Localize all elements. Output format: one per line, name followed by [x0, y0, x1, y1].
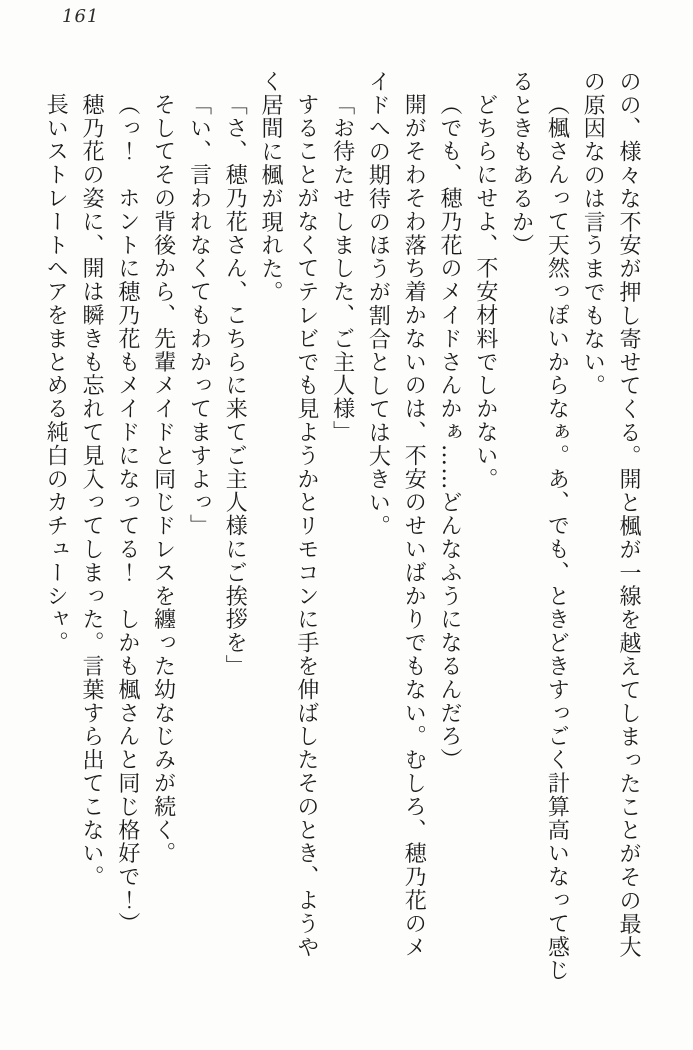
text-column: のの、様々な不安が押し寄せてくる。開と楓が一線を越えてしまったことがその最大	[616, 70, 641, 960]
text-column: 「さ、穂乃花さん、こちらに来てご主人様にご挨拶を」	[222, 93, 248, 678]
text-column: （楓さんって天然っぽいからなぁ。あ、でも、ときどきすっごく計算高いなって感じ	[544, 93, 570, 983]
text-column: く居間に楓が現れた。	[258, 70, 284, 304]
text-column: することがなくてテレビでも見ようかとリモコンに手を伸ばしたそのとき、ようや	[293, 93, 319, 959]
text-column: るときもあるか）	[508, 70, 534, 258]
vertical-text-block	[37, 70, 646, 983]
text-column: 開がそわそわ落ち着かないのは、不安のせいばかりでもない。むしろ、穂乃花のメ	[401, 93, 427, 959]
page-number: 161	[62, 6, 100, 27]
text-column: 穂乃花の姿に、開は瞬きも忘れて見入ってしまった。言葉すら出てこない。	[79, 93, 105, 889]
text-column: の原因なのは言うまでもない。	[580, 70, 606, 398]
text-column: （でも、穂乃花のメイドさんかぁ……どんなふうになるんだろ）	[437, 93, 463, 772]
text-column: （っ！ ホントに穂乃花もメイドになってる！ しかも楓さんと同じ格好で！）	[114, 93, 140, 936]
text-column: 「お待たせしました、ご主人様」	[329, 93, 355, 444]
text-column: そしてその背後から、先輩メイドと同じドレスを纏った幼なじみが続く。	[150, 93, 176, 866]
text-column: 長いストレートヘアをまとめる純白のカチューシャ。	[43, 93, 69, 655]
text-column: 「い、言われなくてもわかってますよっ」	[186, 93, 212, 538]
text-column: どちらにせよ、不安材料でしかない。	[472, 93, 498, 491]
text-column: イドへの期待のほうが割合としては大きい。	[365, 70, 391, 538]
